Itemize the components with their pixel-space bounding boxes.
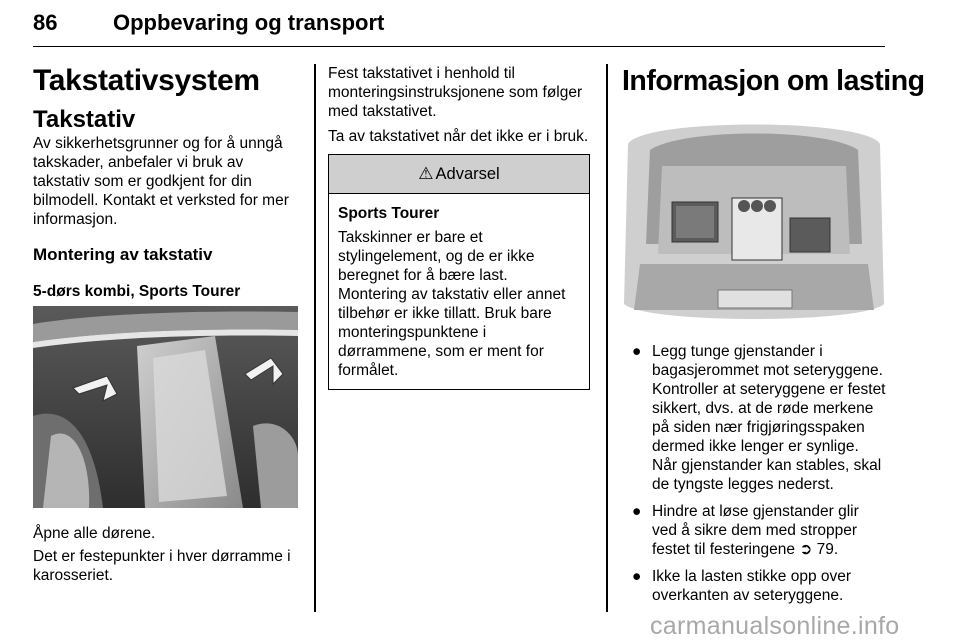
removal-paragraph: Ta av takstativet når det ikke er i bruk.	[328, 128, 589, 145]
loading-title: Informasjon om lasting	[622, 65, 925, 97]
loading-tips-list	[622, 342, 886, 605]
page-header	[33, 6, 885, 47]
warning-body	[329, 194, 589, 389]
watermark: carmanualsonline.info	[650, 612, 900, 640]
tip-text: Ikke la lasten stikke opp over overkanten av seteryggene.	[652, 568, 852, 604]
warning-box	[328, 154, 590, 390]
column-divider	[606, 64, 608, 612]
bullet-icon: ●	[632, 343, 642, 360]
loading-tips	[622, 342, 886, 613]
page-number: 86	[33, 10, 58, 35]
subsection-title: Takstativ	[33, 106, 136, 133]
list-item	[622, 567, 886, 605]
model-heading: 5-dørs kombi, Sports Tourer	[33, 283, 241, 300]
intro-paragraph: Av sikkerhetsgrunner og for å unngå takskader, anbefaler vi bruk av takstativ som er godkjent for din bilmodell. Kontakt et verksted for mer informasjon.	[33, 135, 289, 228]
mounting-paragraph: Fest takstativet i henhold til monteringsinstruksjonene som følger med takstativet.	[328, 65, 583, 120]
chapter-title: Oppbevaring og transport	[113, 10, 385, 35]
cargo-area-illustration	[622, 114, 886, 328]
column-roof-rack	[33, 64, 299, 301]
warning-heading: Advarsel	[435, 164, 500, 183]
warning-triangle-icon: ⚠	[418, 164, 434, 183]
column-mounting	[328, 64, 591, 390]
warning-text: Takskinner er bare et stylingelement, og de er ikke beregnet for å bære last. Montering av takstativ eller annet tilbehør er ikke tillatt. Bruk bare monteringspunktene i dørrammene, som er ment for formålet.	[338, 229, 566, 379]
warning-header	[329, 155, 589, 194]
tip-text: Legg tunge gjenstander i bagasjerommet mot seteryggene. Kontroller at seteryggene er festet sikkert, dvs. at de røde merkene på siden nær frigjøringsspaken dermed ikke lenger er synlige. Når gjenstander kan stables, skal de tyngste legges nederst.	[652, 343, 886, 493]
step-fixing-points: Det er festepunkter i hver dørramme i karosseriet.	[33, 548, 291, 584]
list-item	[622, 502, 886, 559]
bullet-icon: ●	[632, 568, 642, 585]
warning-model: Sports Tourer	[338, 205, 440, 222]
list-item	[622, 342, 886, 494]
mounting-heading: Montering av takstativ	[33, 245, 213, 264]
step-open-doors: Åpne alle dørene.	[33, 525, 156, 542]
door-frame-illustration	[33, 306, 298, 508]
bullet-icon: ●	[632, 503, 642, 520]
tip-text: Hindre at løse gjenstander glir ved å sikre dem med stropper festet til festeringene ➲ 79.	[652, 503, 859, 558]
column-loading	[622, 64, 925, 98]
section-title: Takstativsystem	[33, 64, 260, 97]
column-divider	[314, 64, 316, 612]
